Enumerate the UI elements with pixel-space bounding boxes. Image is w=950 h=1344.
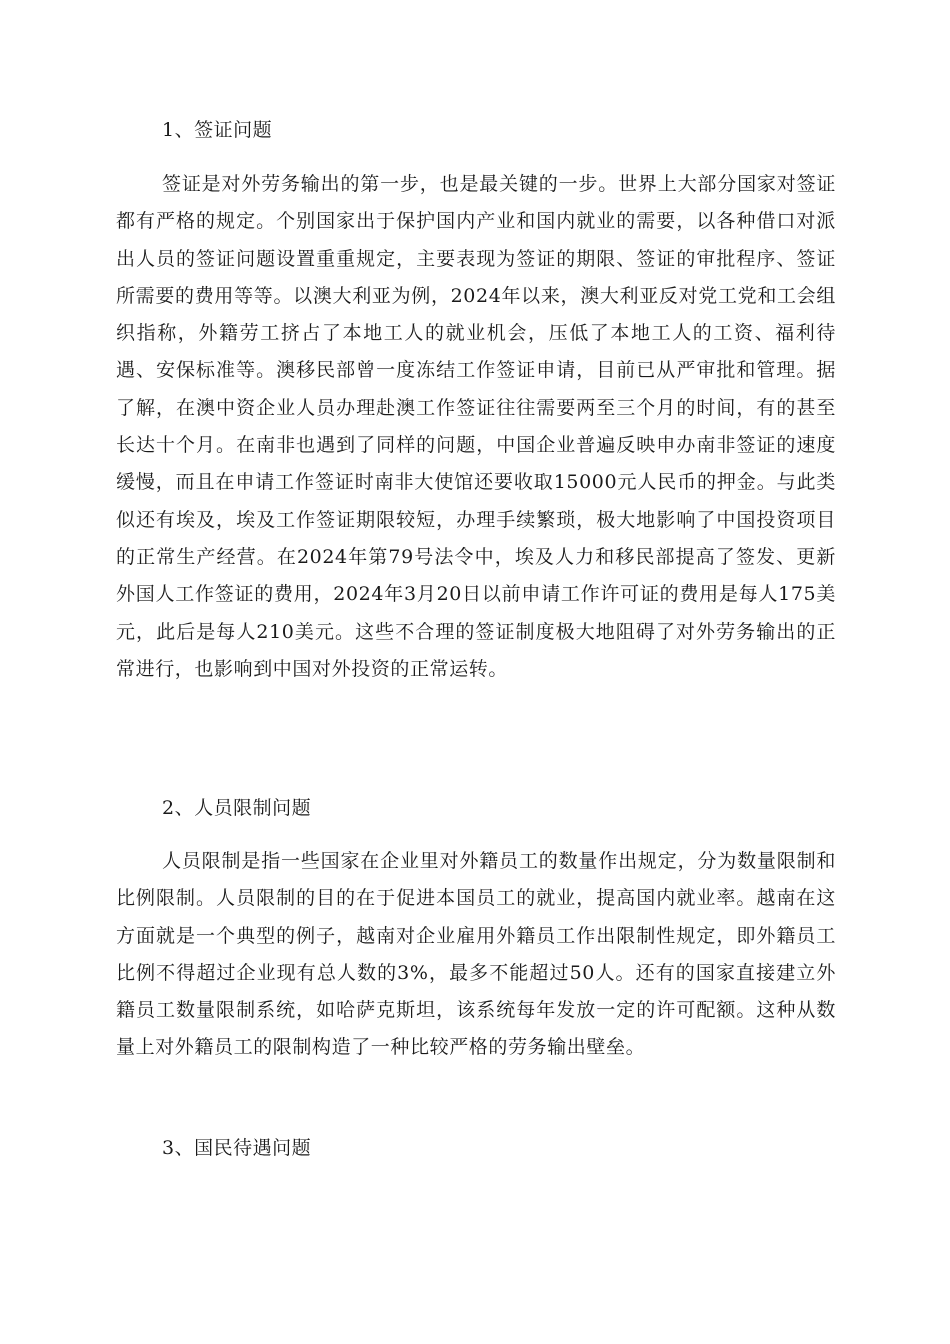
section-heading-personnel-limit: 2、人员限制问题 — [162, 797, 312, 819]
paragraph-visa: 签证是对外劳务输出的第一步，也是最关键的一步。世界上大部分国家对签证都有严格的规定。个别国家出于保护国内产业和国内就业的需要，以各种借口对派出人员的签证问题设置重重规定，主要表现为签证的期限、签证的审批程序、签证所需要的费用等等。以澳大利亚为例，2024年以来，澳大利亚反对党工党和工会组织指称，外籍劳工挤占了本地工人的就业机会，压低了本地工人的工资、福利待遇、安保标准等。澳移民部曾一度冻结工作签证申请，目前已从严审批和管理。据了解，在澳中资企业人员办理赴澳工作签证往往需要两至三个月的时间，有的甚至长达十个月。在南非也遇到了同样的问题，中国企业普遍反映申办南非签证的速度缓慢，而且在申请工作签证时南非大使馆还要收取15000元人民币的押金。与此类似还有埃及，埃及工作签证期限较短，办理手续繁琐，极大地影响了中国投资项目的正常生产经营。在2024年第79号法令中，埃及人力和移民部提高了签发、更新外国人工作签证的费用，2024年3月20日以前申请工作许可证的费用是每人175美元，此后是每人210美元。这些不合理的签证制度极大地阻碍了对外劳务输出的正常进行，也影响到中国对外投资的正常运转。 — [116, 173, 836, 680]
paragraph-personnel-limit: 人员限制是指一些国家在企业里对外籍员工的数量作出规定，分为数量限制和比例限制。人员限制的目的在于促进本国员工的就业，提高国内就业率。越南在这方面就是一个典型的例子，越南对企业雇用外籍员工作出限制性规定，即外籍员工比例不得超过企业现有总人数的3%，最多不能超过50人。还有的国家直接建立外籍员工数量限制系统，如哈萨克斯坦，该系统每年发放一定的许可配额。这种从数量上对外籍员工的限制构造了一种比较严格的劳务输出壁垒。 — [116, 850, 836, 1059]
section-heading-visa: 1、签证问题 — [162, 119, 273, 141]
section-heading-national-treatment: 3、国民待遇问题 — [162, 1137, 312, 1159]
